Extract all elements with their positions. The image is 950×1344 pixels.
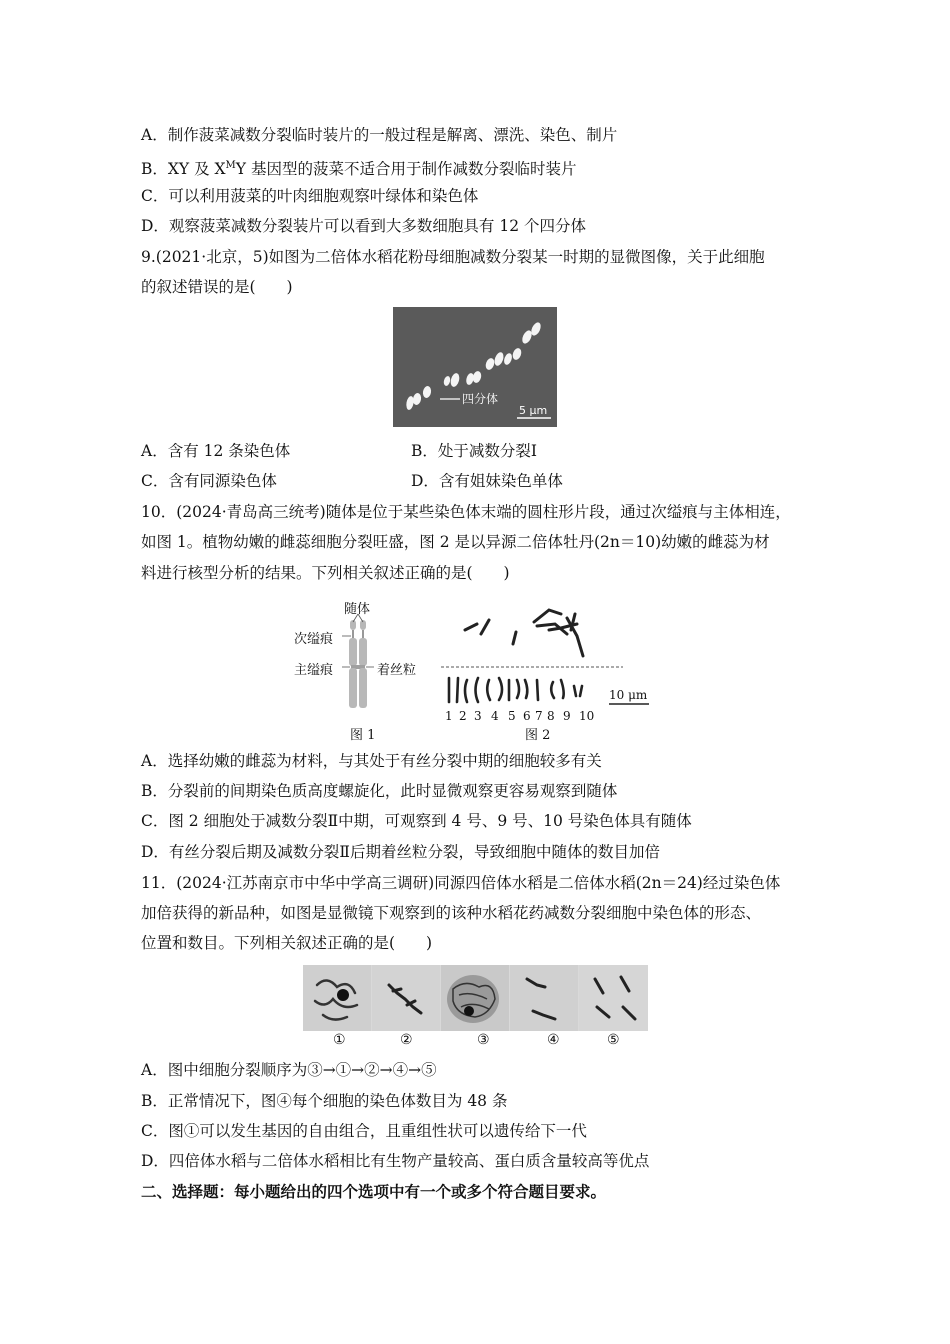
chromosome-number: 1 [445, 709, 453, 723]
q9-option-b: B．处于减数分裂Ⅰ [411, 442, 538, 460]
q10-option-c: C．图 2 细胞处于减数分裂Ⅱ中期，可观察到 4 号、9 号、10 号染色体具有随体 [141, 812, 692, 830]
q11-stem-3: 位置和数目。下列相关叙述正确的是( ) [141, 934, 433, 952]
primary-constriction-label: 主缢痕 [294, 663, 334, 678]
panel-label-5: ⑤ [607, 1032, 620, 1048]
tetrad-label: 四分体 [462, 392, 499, 406]
q10-figure-2 [437, 598, 657, 744]
q10-figure-1 [290, 596, 440, 742]
q9-micrograph [393, 307, 557, 427]
q8-option-b: B．XY 及 $X^MY$ 基因型的菠菜不适合用于制作减数分裂临时装片 [141, 160, 577, 178]
chromosome-number: 7 [535, 709, 543, 723]
q10-option-b: B．分裂前的间期染色质高度螺旋化，此时显微观察更容易观察到随体 [141, 782, 618, 800]
chromosome-number: 9 [563, 709, 571, 723]
section-2-heading: 二、选择题：每小题给出的四个选项中有一个或多个符合题目要求。 [141, 1182, 607, 1201]
panel-label-2: ② [400, 1032, 413, 1048]
figure-1-caption: 图 1 [350, 728, 376, 743]
q8-option-a: A．制作菠菜减数分裂临时装片的一般过程是解离、漂洗、染色、制片 [141, 126, 618, 144]
chromosome-number: 4 [491, 709, 499, 723]
chromosome-number: 10 [579, 709, 595, 723]
chromosome-number: 2 [459, 709, 467, 723]
q9-micrograph-svg [393, 307, 557, 427]
q11-option-a: A．图中细胞分裂顺序为③→①→②→④→⑤ [141, 1061, 437, 1079]
q9-option-a: A．含有 12 条染色体 [141, 442, 291, 460]
satellite-label: 随体 [344, 602, 371, 617]
q9-stem-2: 的叙述错误的是( ) [141, 278, 293, 296]
chromosome-number: 5 [508, 709, 516, 723]
q11-stem-2: 加倍获得的新品种，如图是显微镜下观察到的该种水稻花药减数分裂细胞中染色体的形态、 [141, 904, 762, 922]
chromosome-number: 8 [547, 709, 555, 723]
figure-2-caption: 图 2 [525, 728, 551, 743]
q10-stem-3: 料进行核型分析的结果。下列相关叙述正确的是( ) [141, 564, 510, 582]
q9-stem: 9.(2021·北京，5)如图为二倍体水稻花粉母细胞减数分裂某一时期的显微图像，关于此细胞 [141, 248, 765, 266]
q8-option-c: C．可以利用菠菜的叶肉细胞观察叶绿体和染色体 [141, 187, 479, 205]
q11-option-c: C．图①可以发生基因的自由组合，且重组性状可以遗传给下一代 [141, 1122, 587, 1140]
q10-option-a: A．选择幼嫩的雌蕊为材料，与其处于有丝分裂中期的细胞较多有关 [141, 752, 602, 770]
q11-stem: 11．(2024·江苏南京市中华中学高三调研)同源四倍体水稻是二倍体水稻(2n＝24)经过染色体 [141, 874, 781, 892]
q11-micrograph-svg [303, 965, 648, 1031]
q11-option-b: B．正常情况下，图④每个细胞的染色体数目为 48 条 [141, 1092, 508, 1110]
panel-label-1: ① [333, 1032, 346, 1048]
chromosome-number: 6 [523, 709, 531, 723]
scale-bar-label: 5 μm [519, 404, 548, 417]
q11-micrograph-strip [303, 965, 648, 1031]
q10-stem-2: 如图 1。植物幼嫩的雌蕊细胞分裂旺盛，图 2 是以异源二倍体牡丹(2n＝10)幼嫩的雌蕊为材 [141, 533, 770, 551]
q8-option-d: D．观察菠菜减数分裂装片可以看到大多数细胞具有 12 个四分体 [141, 217, 587, 235]
secondary-constriction-label: 次缢痕 [294, 632, 334, 647]
q10-option-d: D．有丝分裂后期及减数分裂Ⅱ后期着丝粒分裂，导致细胞中随体的数目加倍 [141, 843, 660, 861]
chromosome-number: 3 [474, 709, 482, 723]
centromere-label: 着丝粒 [377, 663, 417, 678]
q9-option-c: C．含有同源染色体 [141, 472, 277, 490]
panel-label-4: ④ [547, 1032, 560, 1048]
figure-2-scale-label: 10 μm [609, 688, 648, 702]
q11-option-d: D．四倍体水稻与二倍体水稻相比有生物产量较高、蛋白质含量较高等优点 [141, 1152, 650, 1170]
q9-option-d: D．含有姐妹染色单体 [411, 472, 563, 490]
q10-stem: 10．(2024·青岛高三统考)随体是位于某些染色体末端的圆柱形片段，通过次缢痕与主体相连， [141, 503, 791, 521]
panel-label-3: ③ [477, 1032, 490, 1048]
